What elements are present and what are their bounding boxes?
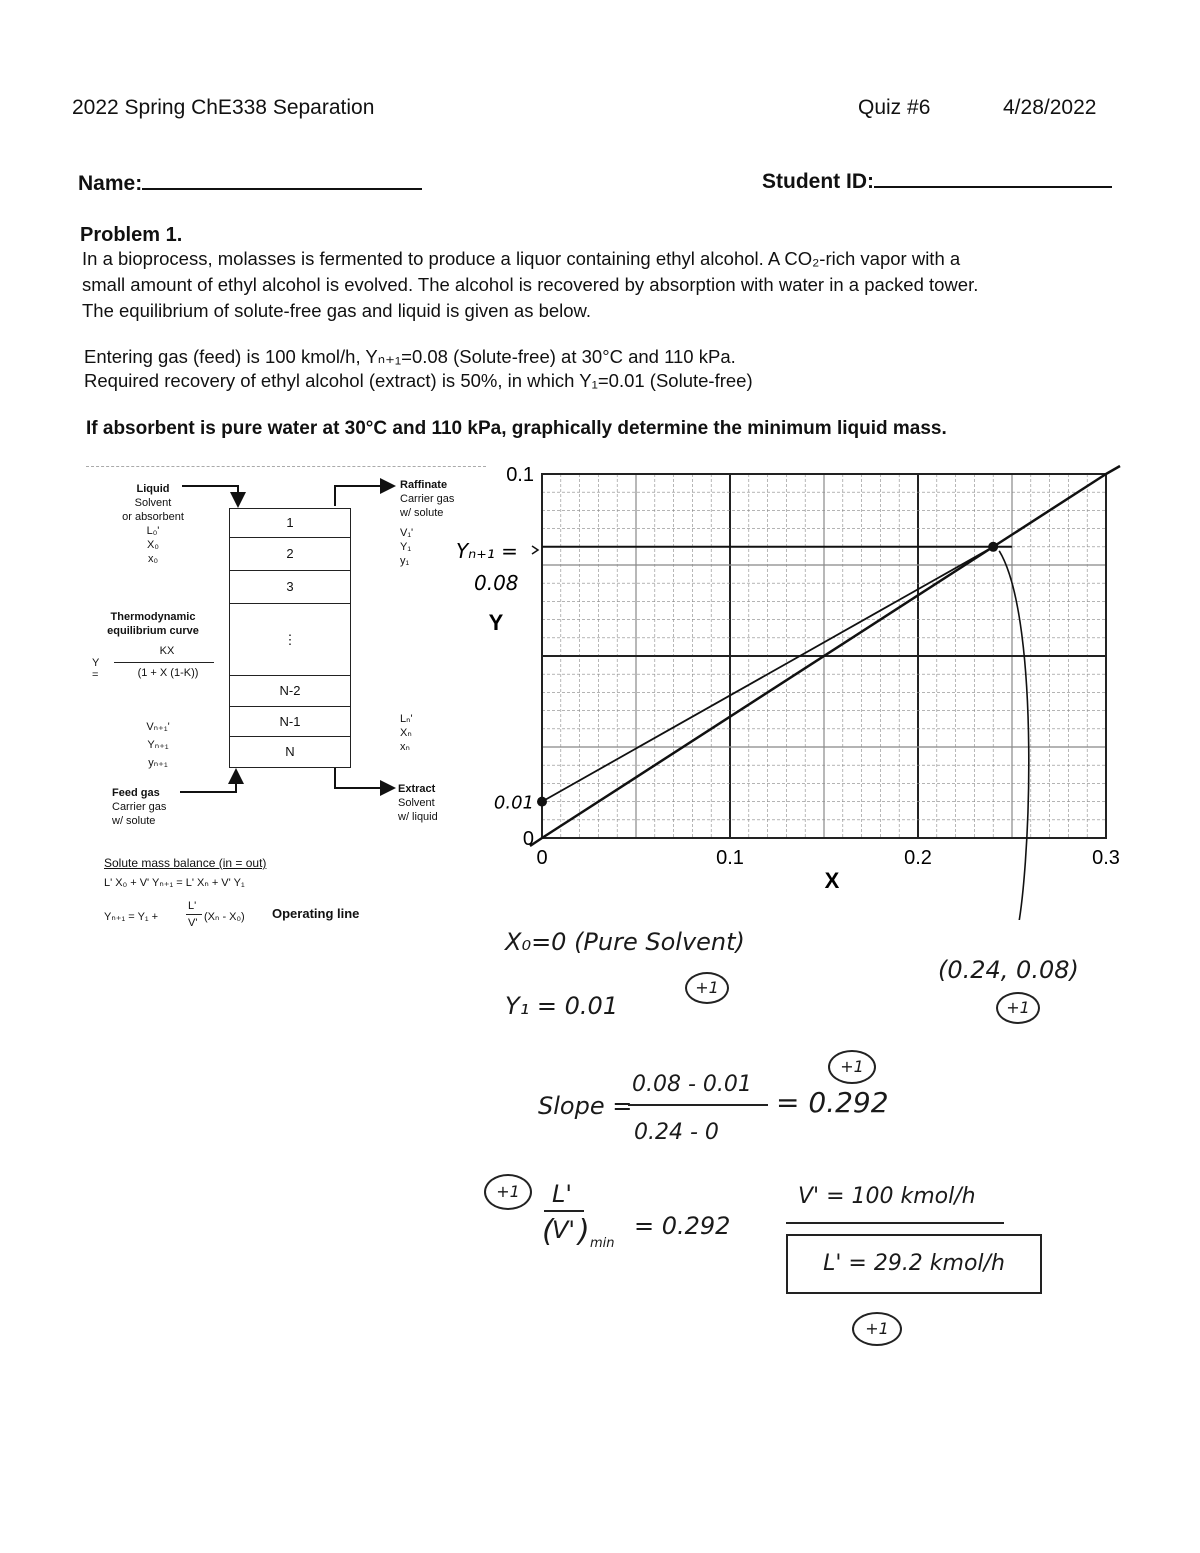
eq-lhs: Y =	[92, 657, 100, 681]
ln-label: Lₙ'	[400, 713, 413, 725]
v-prime-note: V' = 100 kmol/h	[798, 1184, 976, 1209]
raffinate-arrow	[335, 486, 392, 506]
extract-arrow	[335, 768, 392, 788]
feed-solute-label: w/ solute	[112, 815, 156, 827]
extract-title: Extract	[398, 783, 436, 795]
y1-note: Y₁ = 0.01	[505, 992, 619, 1020]
slope-numerator: 0.08 - 0.01	[632, 1072, 752, 1097]
raffinate-title: Raffinate	[400, 479, 448, 491]
yn1-lower-label: yₙ₊₁	[148, 757, 168, 769]
mark-circle: +1	[996, 992, 1040, 1024]
eq-den: (1 + X (1-K))	[137, 667, 199, 679]
yn1-label: Yₙ₊₁	[147, 739, 169, 751]
slope-denominator: 0.24 - 0	[634, 1120, 719, 1145]
y-tick-label: 0.1	[506, 464, 534, 486]
quiz-date: 4/28/2022	[1003, 96, 1097, 119]
name-field	[78, 170, 422, 196]
feed-label	[112, 786, 166, 828]
solvent-label: Solvent	[134, 497, 172, 509]
feed-gas-label: Feed gas	[112, 787, 160, 799]
eq-num: KX	[159, 645, 175, 657]
liquid-in-arrow	[182, 486, 238, 504]
balance-title: Solute mass balance (in = out)	[104, 856, 267, 870]
op-frac-den: V'	[188, 917, 198, 929]
intro-line: In a bioprocess, molasses is fermented to produce a liquor containing ethyl alcohol. A CO₂-rich vapor with a	[82, 248, 961, 269]
quiz-number: Quiz #6	[858, 96, 931, 119]
v1-label: V₁'	[400, 527, 414, 539]
x-tick-label: 0.1	[716, 847, 744, 869]
y-tick-label: 0.01	[493, 792, 534, 814]
x0-label: X₀	[147, 539, 159, 551]
stage-n-2: N-2	[230, 676, 350, 707]
x-tick-label: 0.3	[1092, 847, 1120, 869]
y-axis-label: Y	[488, 610, 504, 635]
mark-circle: +1	[852, 1312, 902, 1346]
problem-intro	[82, 246, 1162, 324]
feed-line: Entering gas (feed) is 100 kmol/h, Yₙ₊₁=0.08 (Solute-free) at 30°C and 110 kPa.	[84, 346, 736, 367]
equilibrium-title	[86, 610, 220, 638]
y-tick-label: 0	[522, 828, 534, 850]
l0-label: L₀'	[146, 525, 160, 537]
op-label: Operating line	[272, 906, 360, 921]
question: If absorbent is pure water at 30°C and 110 kPa, graphically determine the minimum liquid mass.	[86, 418, 947, 439]
y1-lower-label: y₁	[400, 555, 410, 567]
mark-circle: +1	[685, 972, 729, 1004]
op-frac-num: L'	[188, 900, 197, 912]
intro-line: small amount of ethyl alcohol is evolved. The alcohol is recovered by absorption with water in a packed tower.	[82, 274, 979, 295]
slope-fraction-bar	[628, 1104, 768, 1106]
x-tick-label: 0	[536, 847, 548, 869]
data-point-pinch	[988, 542, 998, 552]
absorbent-label: or absorbent	[122, 511, 184, 523]
extract-solvent: Solvent	[398, 797, 435, 809]
extract-liquid: w/ liquid	[398, 811, 438, 823]
name-blank	[142, 170, 422, 190]
lv-value: = 0.292	[634, 1212, 731, 1240]
stage-3: 3	[230, 571, 350, 604]
point-note: (0.24, 0.08)	[938, 956, 1079, 984]
stage-ellipsis: ⋮	[230, 604, 350, 676]
stage-n: N	[285, 744, 295, 759]
slope-label: Slope =	[538, 1092, 633, 1120]
y1-label: Y₁	[400, 541, 412, 553]
eq-title-line: equilibrium curve	[107, 625, 199, 637]
op-rhs: (Xₙ - X₀)	[204, 911, 245, 923]
vn1-label: Vₙ₊₁'	[146, 721, 170, 733]
data-point-start	[537, 797, 547, 807]
student-id-field	[762, 168, 1112, 194]
lv-min-ratio: L' ( V' ) min = 0.292	[542, 1180, 731, 1251]
mark-circle: +1	[484, 1174, 532, 1210]
student-id-label: Student ID:	[762, 170, 874, 193]
equilibrium-extension	[1106, 466, 1120, 474]
stage-n-1: N-1	[230, 707, 350, 737]
liquid-label: Liquid	[136, 483, 170, 495]
xy-chart	[450, 450, 1150, 920]
yn1-annotation: Yₙ₊₁ =	[456, 539, 518, 563]
underline	[786, 1222, 1004, 1224]
recovery-line: Required recovery of ethyl alcohol (extract) is 50%, in which Y₁=0.01 (Solute-free)	[84, 370, 753, 391]
lv-num: L'	[552, 1180, 572, 1208]
yn1-value-annotation: 0.08	[474, 571, 519, 595]
op-lhs: Yₙ₊₁ = Y₁ +	[104, 911, 159, 923]
annotation-arrow	[999, 551, 1029, 920]
w-solute-label: w/ solute	[400, 507, 444, 519]
x0-note: X₀=0 (Pure Solvent)	[505, 928, 745, 956]
balance-equation: L' X₀ + V' Yₙ₊₁ = L' Xₙ + V' Y₁	[104, 877, 245, 889]
course-title: 2022 Spring ChE338 Separation	[72, 96, 375, 119]
eq-title-line: Thermodynamic	[110, 611, 196, 623]
slope-value: = 0.292	[776, 1086, 889, 1119]
lv-sub: min	[590, 1236, 615, 1251]
divider	[86, 466, 486, 468]
carrier-gas-label: Carrier gas	[400, 493, 455, 505]
x0-lower-label: x₀	[147, 553, 159, 565]
xn-label: Xₙ	[400, 727, 412, 739]
vapor-in-label	[128, 720, 188, 770]
feed-arrow	[180, 772, 236, 792]
x-tick-label: 0.2	[904, 847, 932, 869]
stage-2: 2	[230, 538, 350, 571]
yn1-pointer	[532, 546, 538, 554]
extract-label	[398, 782, 438, 824]
operating-line-eq	[104, 900, 404, 936]
problem-title: Problem 1.	[80, 224, 183, 246]
mark-circle: +1	[828, 1050, 876, 1084]
xn-lower-label: xₙ	[400, 741, 410, 753]
lv-den: V'	[552, 1216, 576, 1244]
liquid-out-label	[400, 712, 413, 754]
l-prime-answer-box: L' = 29.2 kmol/h	[786, 1234, 1042, 1294]
stage-1: 1	[230, 509, 350, 538]
feed-carrier-label: Carrier gas	[112, 801, 167, 813]
x-axis-label: X	[824, 868, 840, 893]
intro-line: The equilibrium of solute-free gas and liquid is given as below.	[82, 300, 592, 321]
student-id-blank	[874, 168, 1112, 188]
name-label: Name:	[78, 172, 143, 195]
